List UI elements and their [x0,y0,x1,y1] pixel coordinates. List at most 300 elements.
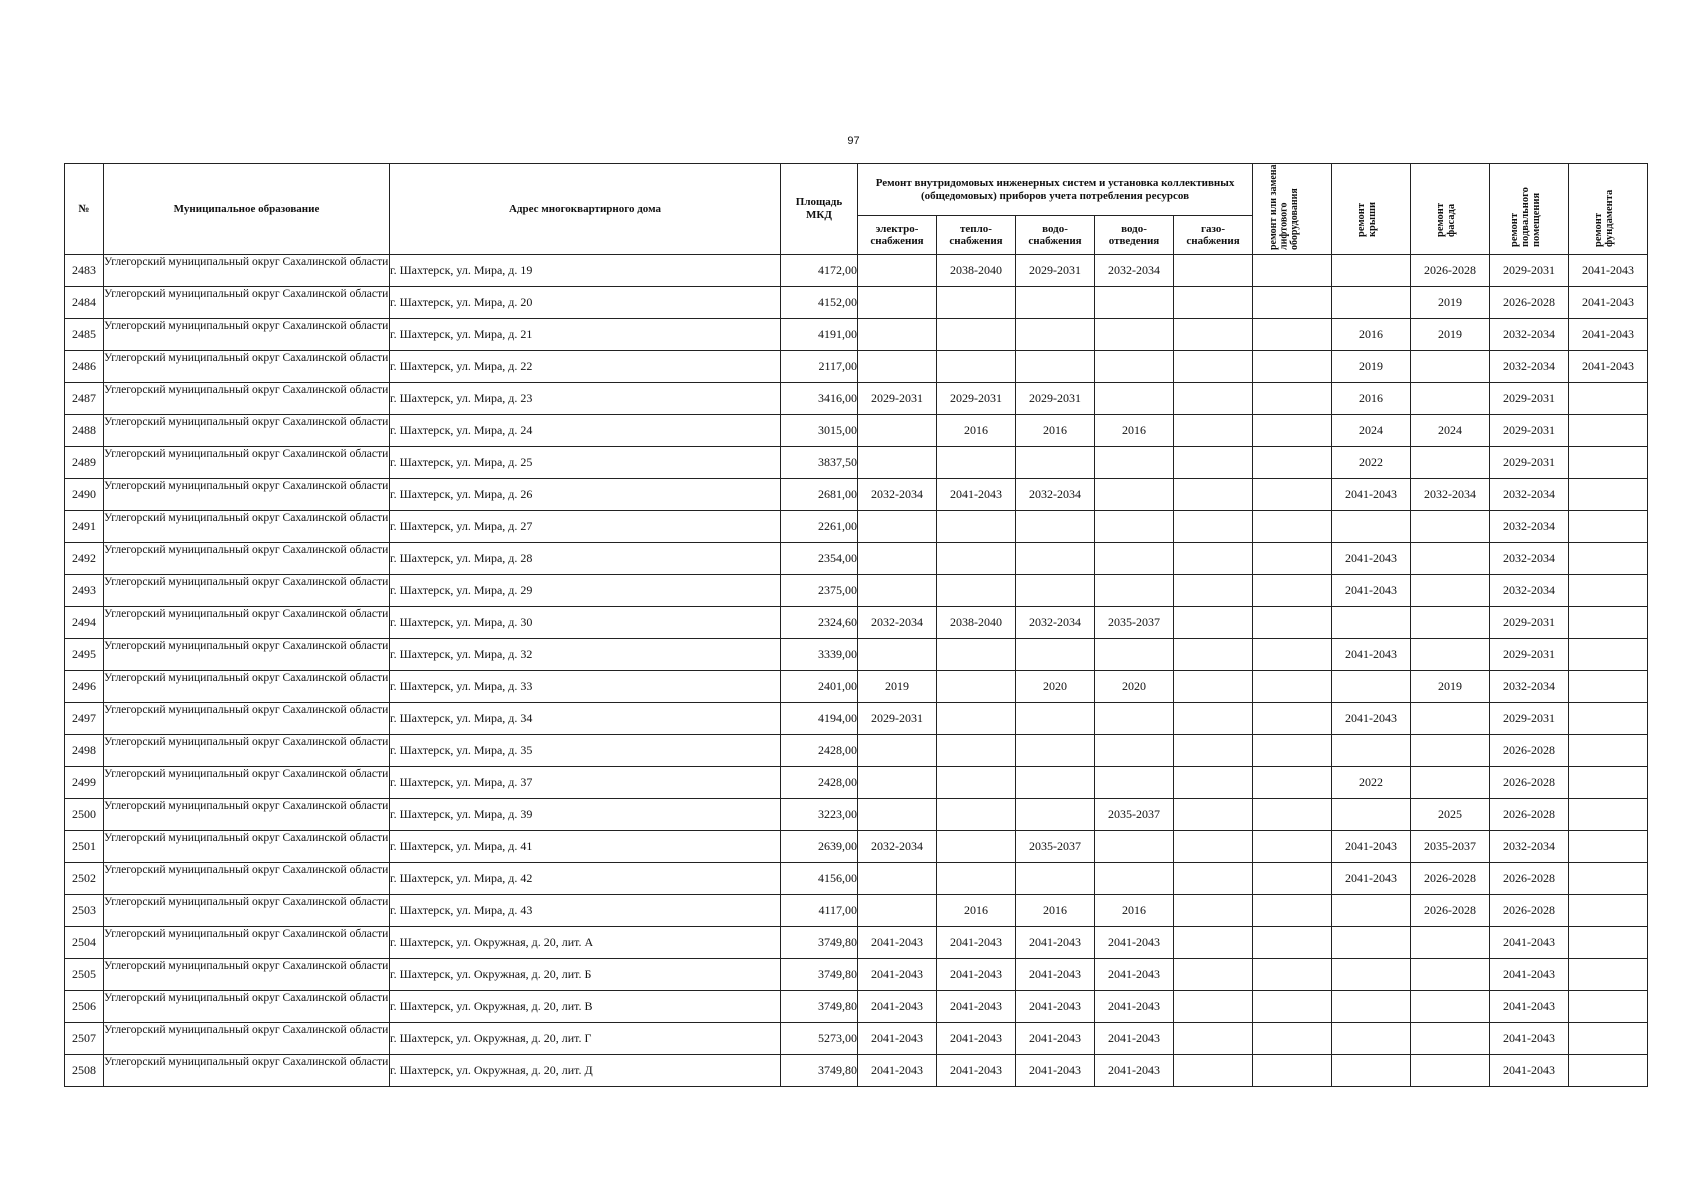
gas-cell [1174,767,1253,799]
water-cell [1016,639,1095,671]
lift-cell [1253,735,1332,767]
drainage-cell [1095,319,1174,351]
water-cell: 2041-2043 [1016,1055,1095,1087]
basement-cell: 2026-2028 [1490,735,1569,767]
municipality-cell: Углегорский муниципальный округ Сахалинской области [104,351,390,383]
roof-cell [1332,607,1411,639]
lift-cell [1253,639,1332,671]
facade-cell [1411,383,1490,415]
basement-cell: 2041-2043 [1490,991,1569,1023]
row-number: 2493 [65,575,104,607]
facade-cell [1411,991,1490,1023]
area-cell: 2681,00 [781,479,858,511]
facade-cell: 2035-2037 [1411,831,1490,863]
basement-cell: 2029-2031 [1490,703,1569,735]
address-cell: г. Шахтерск, ул. Мира, д. 33 [390,671,781,703]
basement-cell: 2029-2031 [1490,383,1569,415]
electric-cell: 2041-2043 [858,991,937,1023]
foundation-cell [1569,831,1648,863]
table-row [65,767,1648,799]
gas-cell [1174,1055,1253,1087]
table-row [65,607,1648,639]
basement-cell: 2032-2034 [1490,831,1569,863]
gas-cell [1174,383,1253,415]
foundation-cell [1569,863,1648,895]
electric-cell: 2019 [858,671,937,703]
area-cell: 3749,80 [781,1055,858,1087]
heat-cell [937,767,1016,799]
foundation-cell [1569,991,1648,1023]
lift-cell [1253,799,1332,831]
foundation-cell [1569,447,1648,479]
address-cell: г. Шахтерск, ул. Мира, д. 37 [390,767,781,799]
row-number: 2491 [65,511,104,543]
facade-cell [1411,447,1490,479]
heat-cell [937,639,1016,671]
table-body [65,255,1648,1087]
lift-cell [1253,415,1332,447]
roof-cell [1332,799,1411,831]
electric-cell [858,895,937,927]
heat-cell [937,511,1016,543]
heat-cell [937,831,1016,863]
roof-cell: 2041-2043 [1332,703,1411,735]
table-row [65,479,1648,511]
header-gas: газо- снабжения [1174,216,1253,255]
water-cell: 2020 [1016,671,1095,703]
water-cell [1016,511,1095,543]
header-basement: ремонт подвального помещения [1490,164,1569,255]
heat-cell: 2041-2043 [937,1055,1016,1087]
foundation-cell [1569,1055,1648,1087]
electric-cell: 2029-2031 [858,703,937,735]
lift-cell [1253,927,1332,959]
facade-cell [1411,351,1490,383]
roof-cell: 2041-2043 [1332,543,1411,575]
electric-cell [858,319,937,351]
address-cell: г. Шахтерск, ул. Окружная, д. 20, лит. Б [390,959,781,991]
lift-cell [1253,287,1332,319]
municipality-cell: Углегорский муниципальный округ Сахалинской области [104,383,390,415]
row-number: 2499 [65,767,104,799]
basement-cell: 2032-2034 [1490,319,1569,351]
basement-cell: 2041-2043 [1490,1023,1569,1055]
row-number: 2494 [65,607,104,639]
repair-schedule-table [64,163,1648,1087]
facade-cell: 2019 [1411,287,1490,319]
water-cell: 2016 [1016,895,1095,927]
area-cell: 2428,00 [781,735,858,767]
facade-cell [1411,607,1490,639]
drainage-cell: 2041-2043 [1095,1023,1174,1055]
address-cell: г. Шахтерск, ул. Мира, д. 32 [390,639,781,671]
drainage-cell [1095,703,1174,735]
gas-cell [1174,863,1253,895]
facade-cell [1411,703,1490,735]
gas-cell [1174,543,1253,575]
roof-cell [1332,735,1411,767]
water-cell [1016,447,1095,479]
municipality-cell: Углегорский муниципальный округ Сахалинской области [104,447,390,479]
header-address: Адрес многоквартирного дома [390,164,781,255]
roof-cell [1332,287,1411,319]
header-area-line2: МКД [806,209,832,221]
row-number: 2507 [65,1023,104,1055]
row-number: 2486 [65,351,104,383]
heat-cell: 2041-2043 [937,927,1016,959]
table-row [65,255,1648,287]
area-cell: 4152,00 [781,287,858,319]
address-cell: г. Шахтерск, ул. Мира, д. 30 [390,607,781,639]
facade-cell: 2019 [1411,671,1490,703]
table-row [65,287,1648,319]
table-row [65,1023,1648,1055]
roof-cell: 2041-2043 [1332,639,1411,671]
basement-cell: 2032-2034 [1490,351,1569,383]
roof-cell [1332,511,1411,543]
water-cell: 2029-2031 [1016,255,1095,287]
facade-cell [1411,959,1490,991]
area-cell: 2354,00 [781,543,858,575]
table-row [65,895,1648,927]
area-cell: 2401,00 [781,671,858,703]
header-foundation: ремонт фундамента [1569,164,1648,255]
electric-cell [858,863,937,895]
water-cell: 2041-2043 [1016,1023,1095,1055]
foundation-cell [1569,735,1648,767]
roof-cell: 2022 [1332,447,1411,479]
lift-cell [1253,479,1332,511]
row-number: 2488 [65,415,104,447]
electric-cell [858,447,937,479]
foundation-cell [1569,479,1648,511]
header-num: № [65,164,104,255]
table-row [65,383,1648,415]
water-cell [1016,799,1095,831]
electric-cell [858,735,937,767]
basement-cell: 2026-2028 [1490,767,1569,799]
basement-cell: 2032-2034 [1490,543,1569,575]
foundation-cell [1569,383,1648,415]
water-cell [1016,287,1095,319]
lift-cell [1253,767,1332,799]
heat-cell [937,287,1016,319]
water-cell: 2041-2043 [1016,959,1095,991]
basement-cell: 2041-2043 [1490,959,1569,991]
foundation-cell [1569,543,1648,575]
electric-cell [858,415,937,447]
area-cell: 4172,00 [781,255,858,287]
foundation-cell: 2041-2043 [1569,255,1648,287]
foundation-cell: 2041-2043 [1569,351,1648,383]
lift-cell [1253,991,1332,1023]
foundation-cell [1569,703,1648,735]
area-cell: 4194,00 [781,703,858,735]
basement-cell: 2029-2031 [1490,255,1569,287]
lift-cell [1253,831,1332,863]
table-row [65,415,1648,447]
row-number: 2496 [65,671,104,703]
foundation-cell [1569,927,1648,959]
area-cell: 3837,50 [781,447,858,479]
lift-cell [1253,383,1332,415]
foundation-cell: 2041-2043 [1569,319,1648,351]
table-row [65,703,1648,735]
foundation-cell [1569,511,1648,543]
gas-cell [1174,447,1253,479]
roof-cell [1332,255,1411,287]
foundation-cell: 2041-2043 [1569,287,1648,319]
foundation-cell [1569,639,1648,671]
row-number: 2505 [65,959,104,991]
electric-cell [858,287,937,319]
electric-cell [858,767,937,799]
heat-cell: 2041-2043 [937,959,1016,991]
drainage-cell: 2035-2037 [1095,799,1174,831]
heat-cell [937,863,1016,895]
electric-cell: 2041-2043 [858,1055,937,1087]
facade-cell: 2019 [1411,319,1490,351]
gas-cell [1174,287,1253,319]
heat-cell [937,735,1016,767]
municipality-cell: Углегорский муниципальный округ Сахалинской области [104,575,390,607]
electric-cell: 2041-2043 [858,1023,937,1055]
row-number: 2490 [65,479,104,511]
heat-cell [937,575,1016,607]
electric-cell: 2032-2034 [858,831,937,863]
heat-cell: 2016 [937,415,1016,447]
address-cell: г. Шахтерск, ул. Окружная, д. 20, лит. А [390,927,781,959]
area-cell: 2639,00 [781,831,858,863]
electric-cell: 2032-2034 [858,607,937,639]
electric-cell [858,575,937,607]
heat-cell: 2041-2043 [937,479,1016,511]
foundation-cell [1569,607,1648,639]
roof-cell: 2019 [1332,351,1411,383]
table-row [65,799,1648,831]
electric-cell [858,543,937,575]
row-number: 2492 [65,543,104,575]
area-cell: 3749,80 [781,959,858,991]
facade-cell: 2026-2028 [1411,895,1490,927]
water-cell: 2016 [1016,415,1095,447]
basement-cell: 2026-2028 [1490,895,1569,927]
area-cell: 2261,00 [781,511,858,543]
electric-cell: 2041-2043 [858,959,937,991]
drainage-cell [1095,767,1174,799]
address-cell: г. Шахтерск, ул. Мира, д. 25 [390,447,781,479]
heat-cell: 2029-2031 [937,383,1016,415]
lift-cell [1253,895,1332,927]
table-row [65,447,1648,479]
electric-cell: 2041-2043 [858,927,937,959]
roof-cell [1332,991,1411,1023]
municipality-cell: Углегорский муниципальный округ Сахалинской области [104,319,390,351]
water-cell [1016,863,1095,895]
gas-cell [1174,1023,1253,1055]
water-cell: 2041-2043 [1016,991,1095,1023]
municipality-cell: Углегорский муниципальный округ Сахалинской области [104,543,390,575]
area-cell: 3749,80 [781,927,858,959]
row-number: 2503 [65,895,104,927]
gas-cell [1174,895,1253,927]
roof-cell: 2041-2043 [1332,831,1411,863]
heat-cell [937,799,1016,831]
gas-cell [1174,799,1253,831]
facade-cell [1411,1023,1490,1055]
area-cell: 3339,00 [781,639,858,671]
roof-cell: 2022 [1332,767,1411,799]
drainage-cell [1095,831,1174,863]
gas-cell [1174,703,1253,735]
table-row [65,671,1648,703]
row-number: 2489 [65,447,104,479]
area-cell: 2428,00 [781,767,858,799]
address-cell: г. Шахтерск, ул. Мира, д. 26 [390,479,781,511]
water-cell: 2032-2034 [1016,479,1095,511]
address-cell: г. Шахтерск, ул. Окружная, д. 20, лит. Д [390,1055,781,1087]
foundation-cell [1569,1023,1648,1055]
gas-cell [1174,479,1253,511]
area-cell: 2375,00 [781,575,858,607]
electric-cell [858,351,937,383]
water-cell: 2041-2043 [1016,927,1095,959]
drainage-cell [1095,351,1174,383]
table-row [65,639,1648,671]
roof-cell [1332,927,1411,959]
drainage-cell [1095,287,1174,319]
municipality-cell: Углегорский муниципальный округ Сахалинской области [104,671,390,703]
area-cell: 3749,80 [781,991,858,1023]
heat-cell: 2038-2040 [937,607,1016,639]
foundation-cell [1569,575,1648,607]
basement-cell: 2041-2043 [1490,1055,1569,1087]
table-row [65,543,1648,575]
basement-cell: 2026-2028 [1490,863,1569,895]
drainage-cell: 2035-2037 [1095,607,1174,639]
drainage-cell: 2041-2043 [1095,927,1174,959]
water-cell [1016,543,1095,575]
area-cell: 5273,00 [781,1023,858,1055]
row-number: 2485 [65,319,104,351]
lift-cell [1253,319,1332,351]
municipality-cell: Углегорский муниципальный округ Сахалинской области [104,831,390,863]
water-cell [1016,319,1095,351]
roof-cell [1332,959,1411,991]
municipality-cell: Углегорский муниципальный округ Сахалинской области [104,479,390,511]
drainage-cell [1095,639,1174,671]
drainage-cell [1095,863,1174,895]
municipality-cell: Углегорский муниципальный округ Сахалинской области [104,959,390,991]
drainage-cell: 2041-2043 [1095,991,1174,1023]
roof-cell [1332,671,1411,703]
municipality-cell: Углегорский муниципальный округ Сахалинской области [104,1023,390,1055]
address-cell: г. Шахтерск, ул. Мира, д. 39 [390,799,781,831]
lift-cell [1253,255,1332,287]
address-cell: г. Шахтерск, ул. Мира, д. 34 [390,703,781,735]
area-cell: 3015,00 [781,415,858,447]
area-cell: 4191,00 [781,319,858,351]
area-cell: 4117,00 [781,895,858,927]
row-number: 2487 [65,383,104,415]
facade-cell [1411,575,1490,607]
lift-cell [1253,351,1332,383]
gas-cell [1174,575,1253,607]
row-number: 2484 [65,287,104,319]
address-cell: г. Шахтерск, ул. Мира, д. 35 [390,735,781,767]
heat-cell [937,351,1016,383]
address-cell: г. Шахтерск, ул. Мира, д. 42 [390,863,781,895]
municipality-cell: Углегорский муниципальный округ Сахалинской области [104,287,390,319]
row-number: 2483 [65,255,104,287]
municipality-cell: Углегорский муниципальный округ Сахалинской области [104,607,390,639]
water-cell [1016,767,1095,799]
table-row [65,959,1648,991]
facade-cell [1411,639,1490,671]
foundation-cell [1569,415,1648,447]
lift-cell [1253,543,1332,575]
drainage-cell: 2016 [1095,895,1174,927]
heat-cell [937,703,1016,735]
water-cell [1016,735,1095,767]
table-row [65,351,1648,383]
basement-cell: 2029-2031 [1490,415,1569,447]
roof-cell: 2041-2043 [1332,479,1411,511]
row-number: 2504 [65,927,104,959]
municipality-cell: Углегорский муниципальный округ Сахалинской области [104,1055,390,1087]
table-row [65,927,1648,959]
facade-cell [1411,767,1490,799]
facade-cell: 2024 [1411,415,1490,447]
basement-cell: 2041-2043 [1490,927,1569,959]
area-cell: 2324,60 [781,607,858,639]
facade-cell [1411,543,1490,575]
row-number: 2500 [65,799,104,831]
roof-cell: 2016 [1332,383,1411,415]
gas-cell [1174,351,1253,383]
address-cell: г. Шахтерск, ул. Мира, д. 23 [390,383,781,415]
address-cell: г. Шахтерск, ул. Мира, д. 20 [390,287,781,319]
area-cell: 4156,00 [781,863,858,895]
foundation-cell [1569,799,1648,831]
gas-cell [1174,735,1253,767]
address-cell: г. Шахтерск, ул. Мира, д. 22 [390,351,781,383]
table-row [65,319,1648,351]
electric-cell [858,255,937,287]
address-cell: г. Шахтерск, ул. Мира, д. 21 [390,319,781,351]
address-cell: г. Шахтерск, ул. Окружная, д. 20, лит. Г [390,1023,781,1055]
gas-cell [1174,991,1253,1023]
header-electric: электро- снабжения [858,216,937,255]
basement-cell: 2029-2031 [1490,607,1569,639]
header-drainage: водо- отведения [1095,216,1174,255]
roof-cell: 2016 [1332,319,1411,351]
header-area [781,164,858,255]
row-number: 2502 [65,863,104,895]
heat-cell: 2041-2043 [937,991,1016,1023]
lift-cell [1253,607,1332,639]
municipality-cell: Углегорский муниципальный округ Сахалинской области [104,767,390,799]
heat-cell [937,671,1016,703]
electric-cell [858,639,937,671]
basement-cell: 2029-2031 [1490,447,1569,479]
municipality-cell: Углегорский муниципальный округ Сахалинской области [104,415,390,447]
lift-cell [1253,671,1332,703]
water-cell [1016,575,1095,607]
facade-cell [1411,1055,1490,1087]
drainage-cell [1095,543,1174,575]
foundation-cell [1569,959,1648,991]
